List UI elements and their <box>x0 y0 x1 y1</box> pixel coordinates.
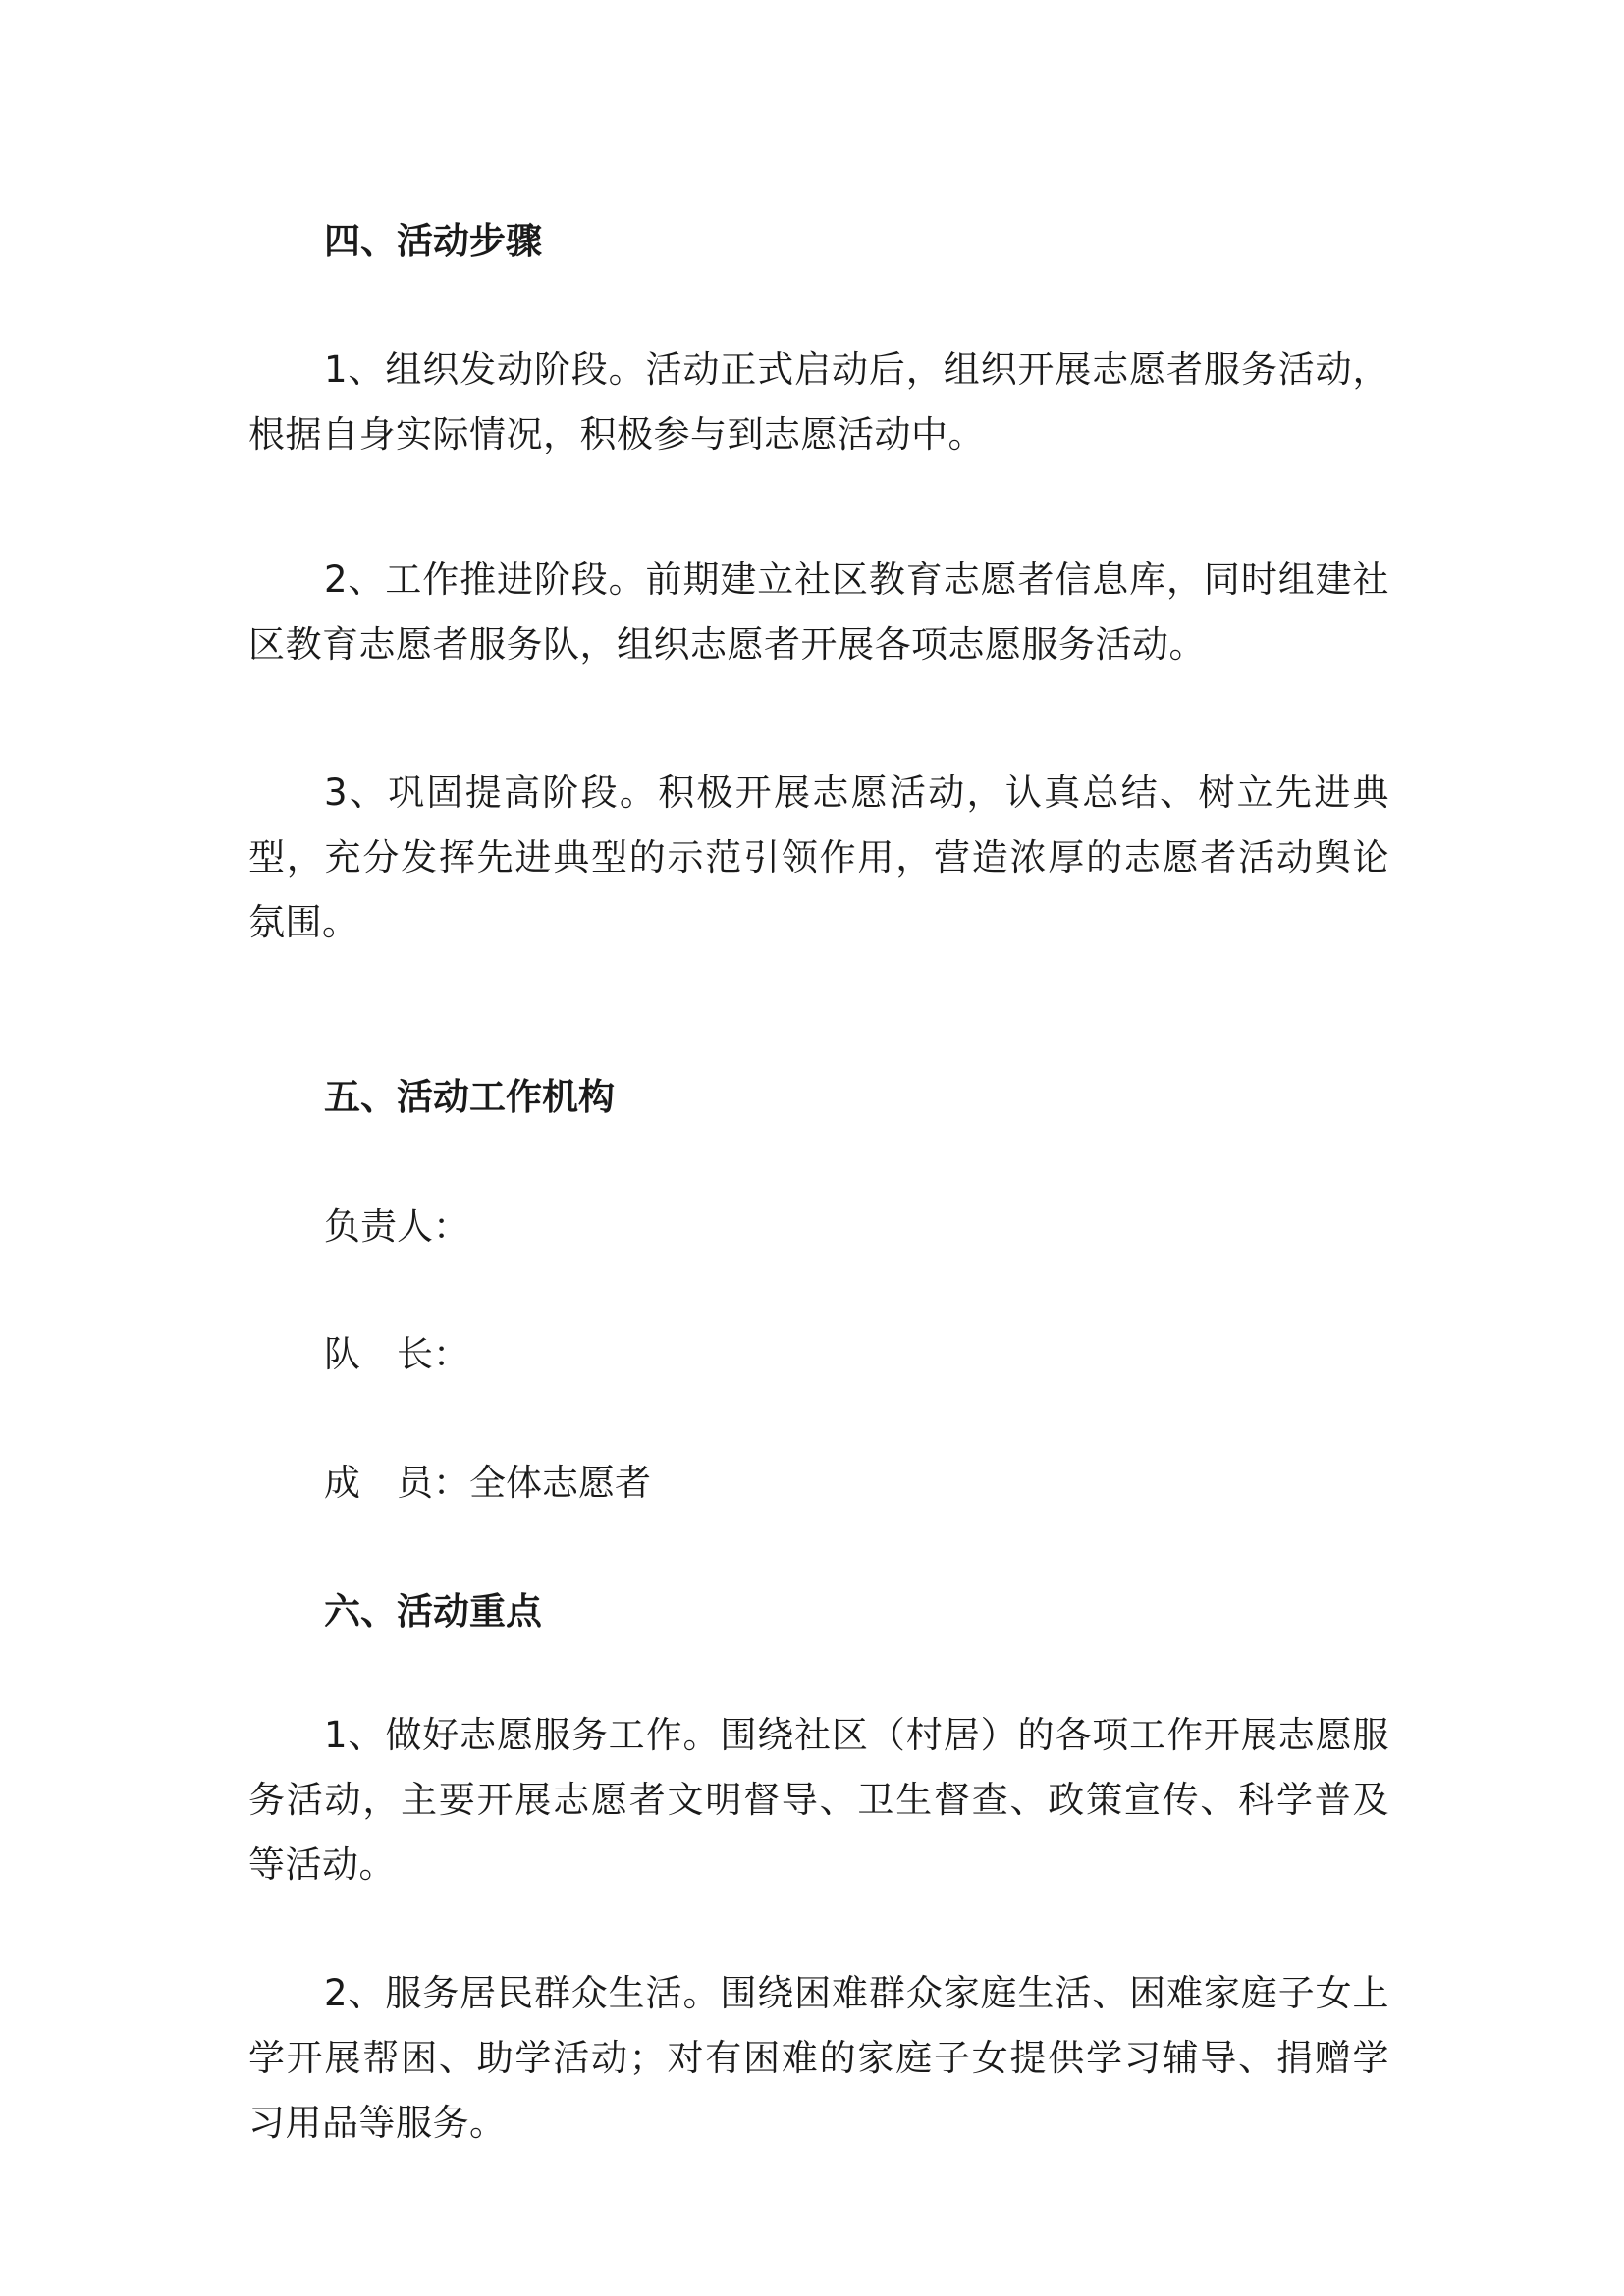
leader-field: 负责人： <box>324 1205 469 1248</box>
focus-paragraph-1: 1、做好志愿服务工作。围绕社区（村居）的各项工作开展志愿服务活动，主要开展志愿者文明督导、卫生督查、政策宣传、科学普及等活动。 <box>248 1714 1389 1886</box>
steps-paragraph-2: 2、工作推进阶段。前期建立社区教育志愿者信息库，同时组建社区教育志愿者服务队，组织志愿者开展各项志愿服务活动。 <box>248 559 1389 666</box>
section-heading-focus: 六、活动重点 <box>324 1590 542 1632</box>
steps-paragraph-3: 3、巩固提高阶段。积极开展志愿活动，认真总结、树立先进典型，充分发挥先进典型的示范引领作用，营造浓厚的志愿者活动舆论氛围。 <box>248 772 1389 943</box>
steps-paragraph-1: 1、组织发动阶段。活动正式启动后，组织开展志愿者服务活动，根据自身实际情况，积极参与到志愿活动中。 <box>248 348 1389 455</box>
section-heading-organization: 五、活动工作机构 <box>324 1076 615 1118</box>
captain-field: 队 长： <box>324 1333 469 1375</box>
members-field: 成 员：全体志愿者 <box>324 1462 651 1504</box>
section-heading-steps: 四、活动步骤 <box>324 220 542 262</box>
focus-paragraph-2: 2、服务居民群众生活。围绕困难群众家庭生活、困难家庭子女上学开展帮困、助学活动；对有困难的家庭子女提供学习辅导、捐赠学习用品等服务。 <box>248 1972 1389 2144</box>
